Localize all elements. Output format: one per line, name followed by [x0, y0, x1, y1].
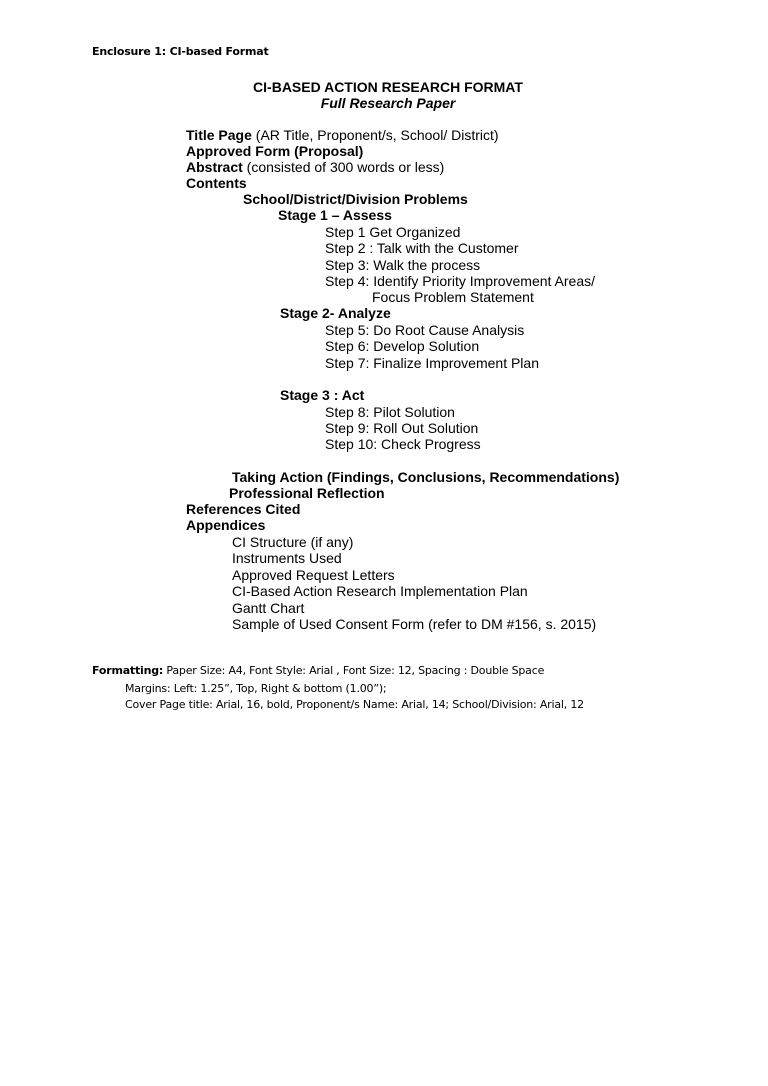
abstract-label: Abstract: [186, 159, 243, 175]
step-3: Step 3: Walk the process: [325, 257, 481, 273]
formatting-line-2: Margins: Left: 1.25”, Top, Right & bottom (1.00”);: [125, 682, 387, 695]
appendix-item: Instruments Used: [232, 550, 342, 566]
abstract-note: (consisted of 300 words or less): [242, 159, 445, 175]
step-4: Step 4: Identify Priority Improvement Areas/: [325, 273, 596, 289]
step-10: Step 10: Check Progress: [325, 436, 481, 452]
step-4-continuation: Focus Problem Statement: [372, 289, 534, 305]
taking-action-line: Taking Action (Findings, Conclusions, Recommendations): [232, 469, 620, 485]
title-page-label: Title Page: [186, 127, 252, 143]
stage3-heading: Stage 3 : Act: [280, 387, 365, 403]
stage1-heading: Stage 1 – Assess: [278, 207, 392, 223]
appendix-item: CI-Based Action Research Implementation Plan: [232, 583, 528, 599]
step-5: Step 5: Do Root Cause Analysis: [325, 322, 525, 338]
reflection-line: Professional Reflection: [229, 485, 385, 501]
references-line: References Cited: [186, 501, 301, 517]
step-8: Step 8: Pilot Solution: [325, 404, 455, 420]
formatting-label: Formatting:: [92, 664, 164, 677]
enclosure-label: Enclosure 1: CI-based Format: [92, 45, 269, 58]
step-2: Step 2 : Talk with the Customer: [325, 240, 519, 256]
appendix-item: Approved Request Letters: [232, 567, 395, 583]
doc-subtitle: Full Research Paper: [320, 95, 456, 111]
step-1: Step 1 Get Organized: [325, 224, 461, 240]
step-7: Step 7: Finalize Improvement Plan: [325, 355, 539, 371]
formatting-line-1: [92, 664, 544, 678]
problems-line: School/District/Division Problems: [243, 191, 468, 207]
approved-form-line: Approved Form (Proposal): [186, 143, 364, 159]
contents-line: Contents: [186, 175, 247, 191]
abstract-line: [186, 159, 444, 175]
stage2-heading: Stage 2- Analyze: [280, 305, 391, 321]
formatting-text: Paper Size: A4, Font Style: Arial , Font Size: 12, Spacing : Double Space: [163, 664, 545, 677]
step-9: Step 9: Roll Out Solution: [325, 420, 479, 436]
appendix-item: CI Structure (if any): [232, 534, 354, 550]
appendix-item: Gantt Chart: [232, 600, 305, 616]
step-6: Step 6: Develop Solution: [325, 338, 480, 354]
appendix-item: Sample of Used Consent Form (refer to DM #156, s. 2015): [232, 616, 597, 632]
formatting-line-3: Cover Page title: Arial, 16, bold, Proponent/s Name: Arial, 14; School/Division: Arial, 12: [125, 698, 584, 711]
doc-title: CI-BASED ACTION RESEARCH FORMAT: [253, 79, 523, 95]
title-page-note: (AR Title, Proponent/s, School/ District): [251, 127, 499, 143]
title-page-line: [186, 127, 499, 143]
appendices-heading: Appendices: [186, 517, 266, 533]
